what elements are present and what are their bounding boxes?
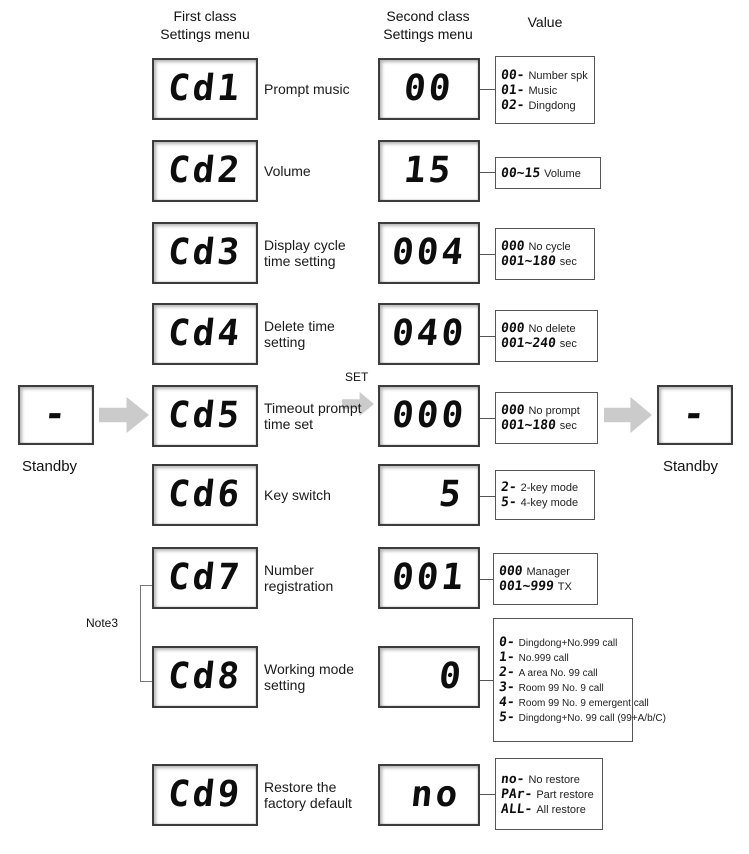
- standby-label-right: Standby: [663, 458, 719, 475]
- row-label: Restore the factory default: [264, 778, 352, 811]
- option-prefix: 2-: [498, 665, 516, 680]
- value-option: [501, 404, 592, 417]
- value-option: [501, 481, 589, 494]
- arrow-standby-to-menu-icon: [99, 397, 149, 433]
- segment-code: Cd3: [165, 232, 245, 273]
- first-class-display: [152, 303, 258, 365]
- second-class-display: [378, 140, 480, 202]
- value-box: [495, 310, 598, 362]
- first-class-header-line1: First class: [173, 8, 237, 24]
- second-class-display: [378, 58, 480, 120]
- option-text: No.999 call: [518, 653, 569, 664]
- option-prefix: 01-: [500, 82, 526, 98]
- segment-code: Cd4: [165, 313, 245, 354]
- option-prefix: 001~180: [500, 418, 557, 433]
- value-option: [501, 496, 589, 509]
- connector-line: [480, 418, 495, 419]
- value-option: [501, 788, 597, 801]
- value-box: [495, 470, 595, 520]
- value-option: [499, 666, 627, 679]
- option-prefix: 4-: [498, 695, 516, 710]
- value-option: [501, 419, 592, 432]
- row-label: Prompt music: [264, 80, 350, 97]
- row-label: Working mode setting: [264, 660, 355, 693]
- option-prefix: 5-: [498, 710, 516, 725]
- standby-label-left: Standby: [22, 458, 78, 475]
- option-text: Dingdong+No.999 call: [518, 638, 618, 649]
- option-text: Room 99 No. 9 emergent call: [518, 698, 649, 709]
- first-class-header-line2: Settings menu: [160, 25, 250, 42]
- segment-code: Cd1: [165, 68, 245, 109]
- value-option: [501, 240, 589, 253]
- option-text: Volume: [544, 167, 581, 180]
- first-class-display: [152, 140, 258, 202]
- standby-display-left: [18, 385, 94, 445]
- option-text: sec: [559, 338, 577, 350]
- second-class-display: [378, 646, 480, 708]
- option-prefix: 00~15: [500, 165, 541, 181]
- second-class-display: [378, 464, 480, 526]
- option-prefix: PAr-: [500, 786, 534, 802]
- option-prefix: 000: [500, 321, 526, 336]
- row-label: Key switch: [264, 486, 331, 503]
- option-prefix: 1-: [498, 650, 516, 665]
- value-option: [501, 255, 589, 268]
- second-class-header-line2: Settings menu: [383, 25, 473, 42]
- option-prefix: no-: [500, 771, 526, 787]
- row-label: Display cycle time setting: [264, 236, 346, 269]
- value-option: [501, 773, 597, 786]
- standby-segment-left: -: [41, 394, 71, 435]
- value-option: [498, 695, 649, 710]
- option-text: Room 99 No. 9 call: [518, 683, 604, 694]
- option-text: 2-key mode: [520, 482, 579, 494]
- value-option: [501, 322, 592, 335]
- second-class-display: [378, 303, 480, 365]
- value-option: [501, 337, 592, 350]
- option-prefix: 001~240: [500, 336, 557, 351]
- standby-segment-right: -: [680, 394, 710, 435]
- option-text: No prompt: [528, 405, 580, 417]
- option-prefix: 001~180: [500, 254, 557, 269]
- option-text: Number spk: [528, 69, 588, 82]
- row-label: Volume: [264, 162, 311, 179]
- option-text: sec: [559, 256, 577, 268]
- value-option: [499, 651, 627, 664]
- value-option: [498, 710, 666, 725]
- value-box: [495, 758, 603, 830]
- first-class-display: [152, 222, 258, 284]
- segment-value: 001: [389, 557, 469, 598]
- connector-line: [480, 89, 495, 90]
- segment-code: Cd9: [165, 774, 245, 815]
- segment-value: 040: [389, 313, 469, 354]
- first-class-header: [140, 8, 270, 43]
- row-label: Number registration: [264, 561, 334, 594]
- option-prefix: 001~999: [498, 579, 555, 594]
- connector-line: [480, 254, 495, 255]
- option-text: 4-key mode: [520, 497, 579, 509]
- value-option: [501, 69, 589, 82]
- option-text: No delete: [528, 323, 576, 335]
- second-class-header: [363, 8, 493, 43]
- option-text: Manager: [526, 566, 570, 578]
- option-text: Part restore: [536, 788, 594, 801]
- value-option: [501, 167, 595, 180]
- option-prefix: ALL-: [500, 801, 534, 817]
- first-class-display: [152, 764, 258, 826]
- segment-value: no: [408, 774, 463, 815]
- option-text: sec: [559, 420, 577, 432]
- option-text: TX: [557, 581, 572, 593]
- segment-code: Cd5: [165, 395, 245, 436]
- second-class-header-line1: Second class: [386, 8, 470, 24]
- option-text: Dingdong+No. 99 call (99+A/b/C): [518, 713, 666, 724]
- value-option: [499, 565, 592, 578]
- connector-line: [480, 172, 495, 173]
- value-option: [499, 636, 627, 649]
- option-text: All restore: [536, 803, 586, 816]
- option-text: A area No. 99 call: [518, 668, 598, 679]
- value-option: [501, 84, 589, 97]
- connector-line: [480, 336, 495, 337]
- value-box: [493, 553, 598, 605]
- value-option: [499, 580, 592, 593]
- option-prefix: 00-: [500, 67, 526, 83]
- segment-value: 00: [402, 68, 456, 109]
- value-header-label: Value: [527, 14, 563, 30]
- connector-line: [480, 794, 495, 795]
- note3-label: Note3: [86, 616, 119, 630]
- segment-value: 004: [389, 232, 469, 273]
- option-text: No restore: [528, 773, 580, 786]
- second-class-display: [378, 764, 480, 826]
- option-text: Dingdong: [528, 99, 576, 112]
- value-option: [501, 99, 589, 112]
- segment-code: Cd6: [165, 474, 245, 515]
- segment-value: 15: [402, 150, 456, 191]
- option-text: Music: [528, 84, 558, 97]
- segment-value: 5: [437, 474, 467, 515]
- segment-code: Cd8: [165, 656, 245, 697]
- row-label: Timeout prompt time set: [264, 399, 362, 432]
- arrow-value-to-standby-icon: [604, 397, 652, 433]
- value-box: [495, 228, 595, 280]
- option-prefix: 2-: [500, 480, 518, 495]
- option-text: No cycle: [528, 241, 571, 253]
- option-prefix: 02-: [500, 97, 526, 113]
- set-label: SET: [345, 370, 369, 384]
- segment-value: 0: [437, 656, 467, 697]
- second-class-display: [378, 385, 480, 447]
- option-prefix: 000: [498, 564, 524, 579]
- option-prefix: 000: [500, 403, 526, 418]
- first-class-display: [152, 646, 258, 708]
- second-class-display: [378, 222, 480, 284]
- value-box: [495, 157, 601, 189]
- first-class-display: [152, 547, 258, 609]
- first-class-display: [152, 385, 258, 447]
- option-prefix: 0-: [498, 635, 516, 650]
- option-prefix: 5-: [500, 495, 518, 510]
- option-prefix: 000: [500, 239, 526, 254]
- value-box: [495, 392, 598, 444]
- value-box: [495, 56, 595, 124]
- connector-line: [480, 496, 495, 497]
- segment-code: Cd7: [165, 557, 245, 598]
- second-class-display: [378, 547, 480, 609]
- value-box: [493, 618, 666, 742]
- standby-display-right: [657, 385, 733, 445]
- first-class-display: [152, 58, 258, 120]
- value-header: [510, 14, 580, 32]
- value-option: [499, 681, 627, 694]
- first-class-display: [152, 464, 258, 526]
- segment-code: Cd2: [165, 150, 245, 191]
- row-label: Delete time setting: [264, 317, 335, 350]
- value-option: [501, 803, 597, 816]
- option-prefix: 3-: [498, 680, 516, 695]
- segment-value: 000: [389, 395, 469, 436]
